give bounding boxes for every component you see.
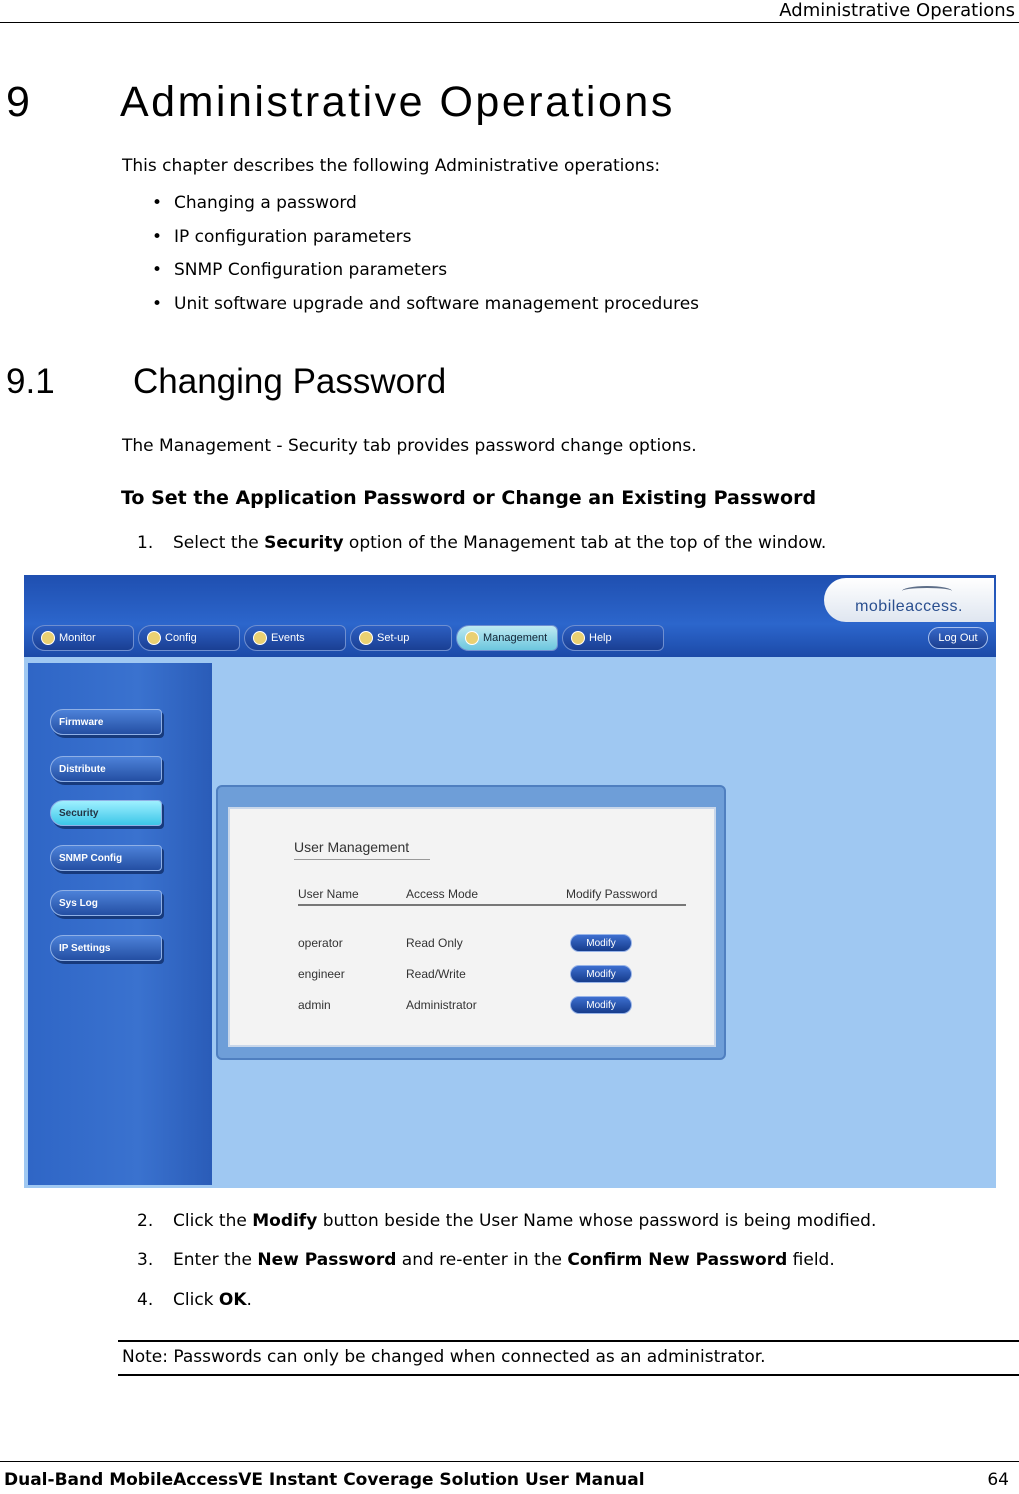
logo-swoosh-icon <box>902 586 952 596</box>
modify-button[interactable]: Modify <box>570 934 632 952</box>
chapter-title: Administrative Operations <box>120 78 675 126</box>
step-number: 3. <box>137 1250 154 1270</box>
title-underline <box>294 859 430 860</box>
sidebar-item-firmware[interactable]: Firmware <box>50 709 162 735</box>
header-divider <box>298 904 686 906</box>
management-sidebar <box>28 663 212 1185</box>
note-text: Note: Passwords can only be changed when connected as an administrator. <box>122 1347 766 1367</box>
step-3: 3. Enter the New Password and re-enter in the Confirm New Password field. <box>137 1250 835 1270</box>
access-mode-cell: Read Only <box>406 936 463 950</box>
monitor-icon <box>41 631 55 645</box>
running-header: Administrative Operations <box>779 0 1015 21</box>
sidebar-item-snmp-config[interactable]: SNMP Config <box>50 845 162 871</box>
management-screenshot <box>24 575 996 1188</box>
footer-rule <box>0 1461 1019 1462</box>
access-mode-cell: Read/Write <box>406 967 466 981</box>
list-item: • Changing a password <box>152 193 699 227</box>
modify-button[interactable]: Modify <box>570 996 632 1014</box>
panel-title: User Management <box>294 839 410 855</box>
header-rule <box>0 22 1019 23</box>
user-management-content <box>228 807 716 1047</box>
intro-text: This chapter describes the following Administrative operations: <box>122 156 661 176</box>
step-number: 1. <box>137 533 154 553</box>
tab-monitor[interactable]: Monitor <box>32 625 134 651</box>
list-item: • SNMP Configuration parameters <box>152 260 699 294</box>
tab-config[interactable]: Config <box>138 625 240 651</box>
footer-title: Dual-Band MobileAccessVE Instant Coverage Solution User Manual <box>4 1470 645 1490</box>
sidebar-item-ip-settings[interactable]: IP Settings <box>50 935 162 961</box>
tab-help[interactable]: Help <box>562 625 664 651</box>
sidebar-item-security[interactable]: Security <box>50 800 162 826</box>
access-mode-cell: Administrator <box>406 998 477 1012</box>
setup-icon <box>359 631 373 645</box>
user-name-cell: admin <box>298 998 331 1012</box>
sidebar-item-sys-log[interactable]: Sys Log <box>50 890 162 916</box>
column-header: Access Mode <box>406 887 479 901</box>
user-management-panel <box>216 785 726 1060</box>
top-navigation-bar <box>24 575 996 657</box>
note-bottom-rule <box>118 1374 1019 1376</box>
management-icon <box>465 631 479 645</box>
list-item: • IP configuration parameters <box>152 227 699 261</box>
section-title: Changing Password <box>133 362 447 401</box>
modify-button[interactable]: Modify <box>570 965 632 983</box>
column-header: Modify Password <box>566 887 658 901</box>
tab-events[interactable]: Events <box>244 625 346 651</box>
section-text: The Management - Security tab provides password change options. <box>122 436 697 456</box>
column-header: User Name <box>298 887 359 901</box>
chapter-number: 9 <box>6 78 32 126</box>
user-name-cell: engineer <box>298 967 345 981</box>
mobileaccess-logo: mobileaccess. <box>824 578 994 622</box>
logout-button[interactable]: Log Out <box>928 627 988 649</box>
note-top-rule <box>118 1340 1019 1342</box>
list-item: • Unit software upgrade and software management procedures <box>152 294 699 328</box>
user-name-cell: operator <box>298 936 343 950</box>
section-number: 9.1 <box>6 362 55 401</box>
wrench-icon <box>147 631 161 645</box>
step-2: 2. Click the Modify button beside the User Name whose password is being modified. <box>137 1211 877 1231</box>
step-number: 2. <box>137 1211 154 1231</box>
step-number: 4. <box>137 1290 154 1310</box>
sidebar-item-distribute[interactable]: Distribute <box>50 756 162 782</box>
operations-list <box>152 193 699 327</box>
help-icon <box>571 631 585 645</box>
procedure-title: To Set the Application Password or Change an Existing Password <box>121 487 817 509</box>
page-number: 64 <box>987 1470 1009 1490</box>
tab-management[interactable]: Management <box>456 625 558 651</box>
step-4: 4. Click OK. <box>137 1290 252 1310</box>
step-1: 1. Select the Security option of the Management tab at the top of the window. <box>137 533 827 553</box>
tab-setup[interactable]: Set-up <box>350 625 452 651</box>
events-icon <box>253 631 267 645</box>
